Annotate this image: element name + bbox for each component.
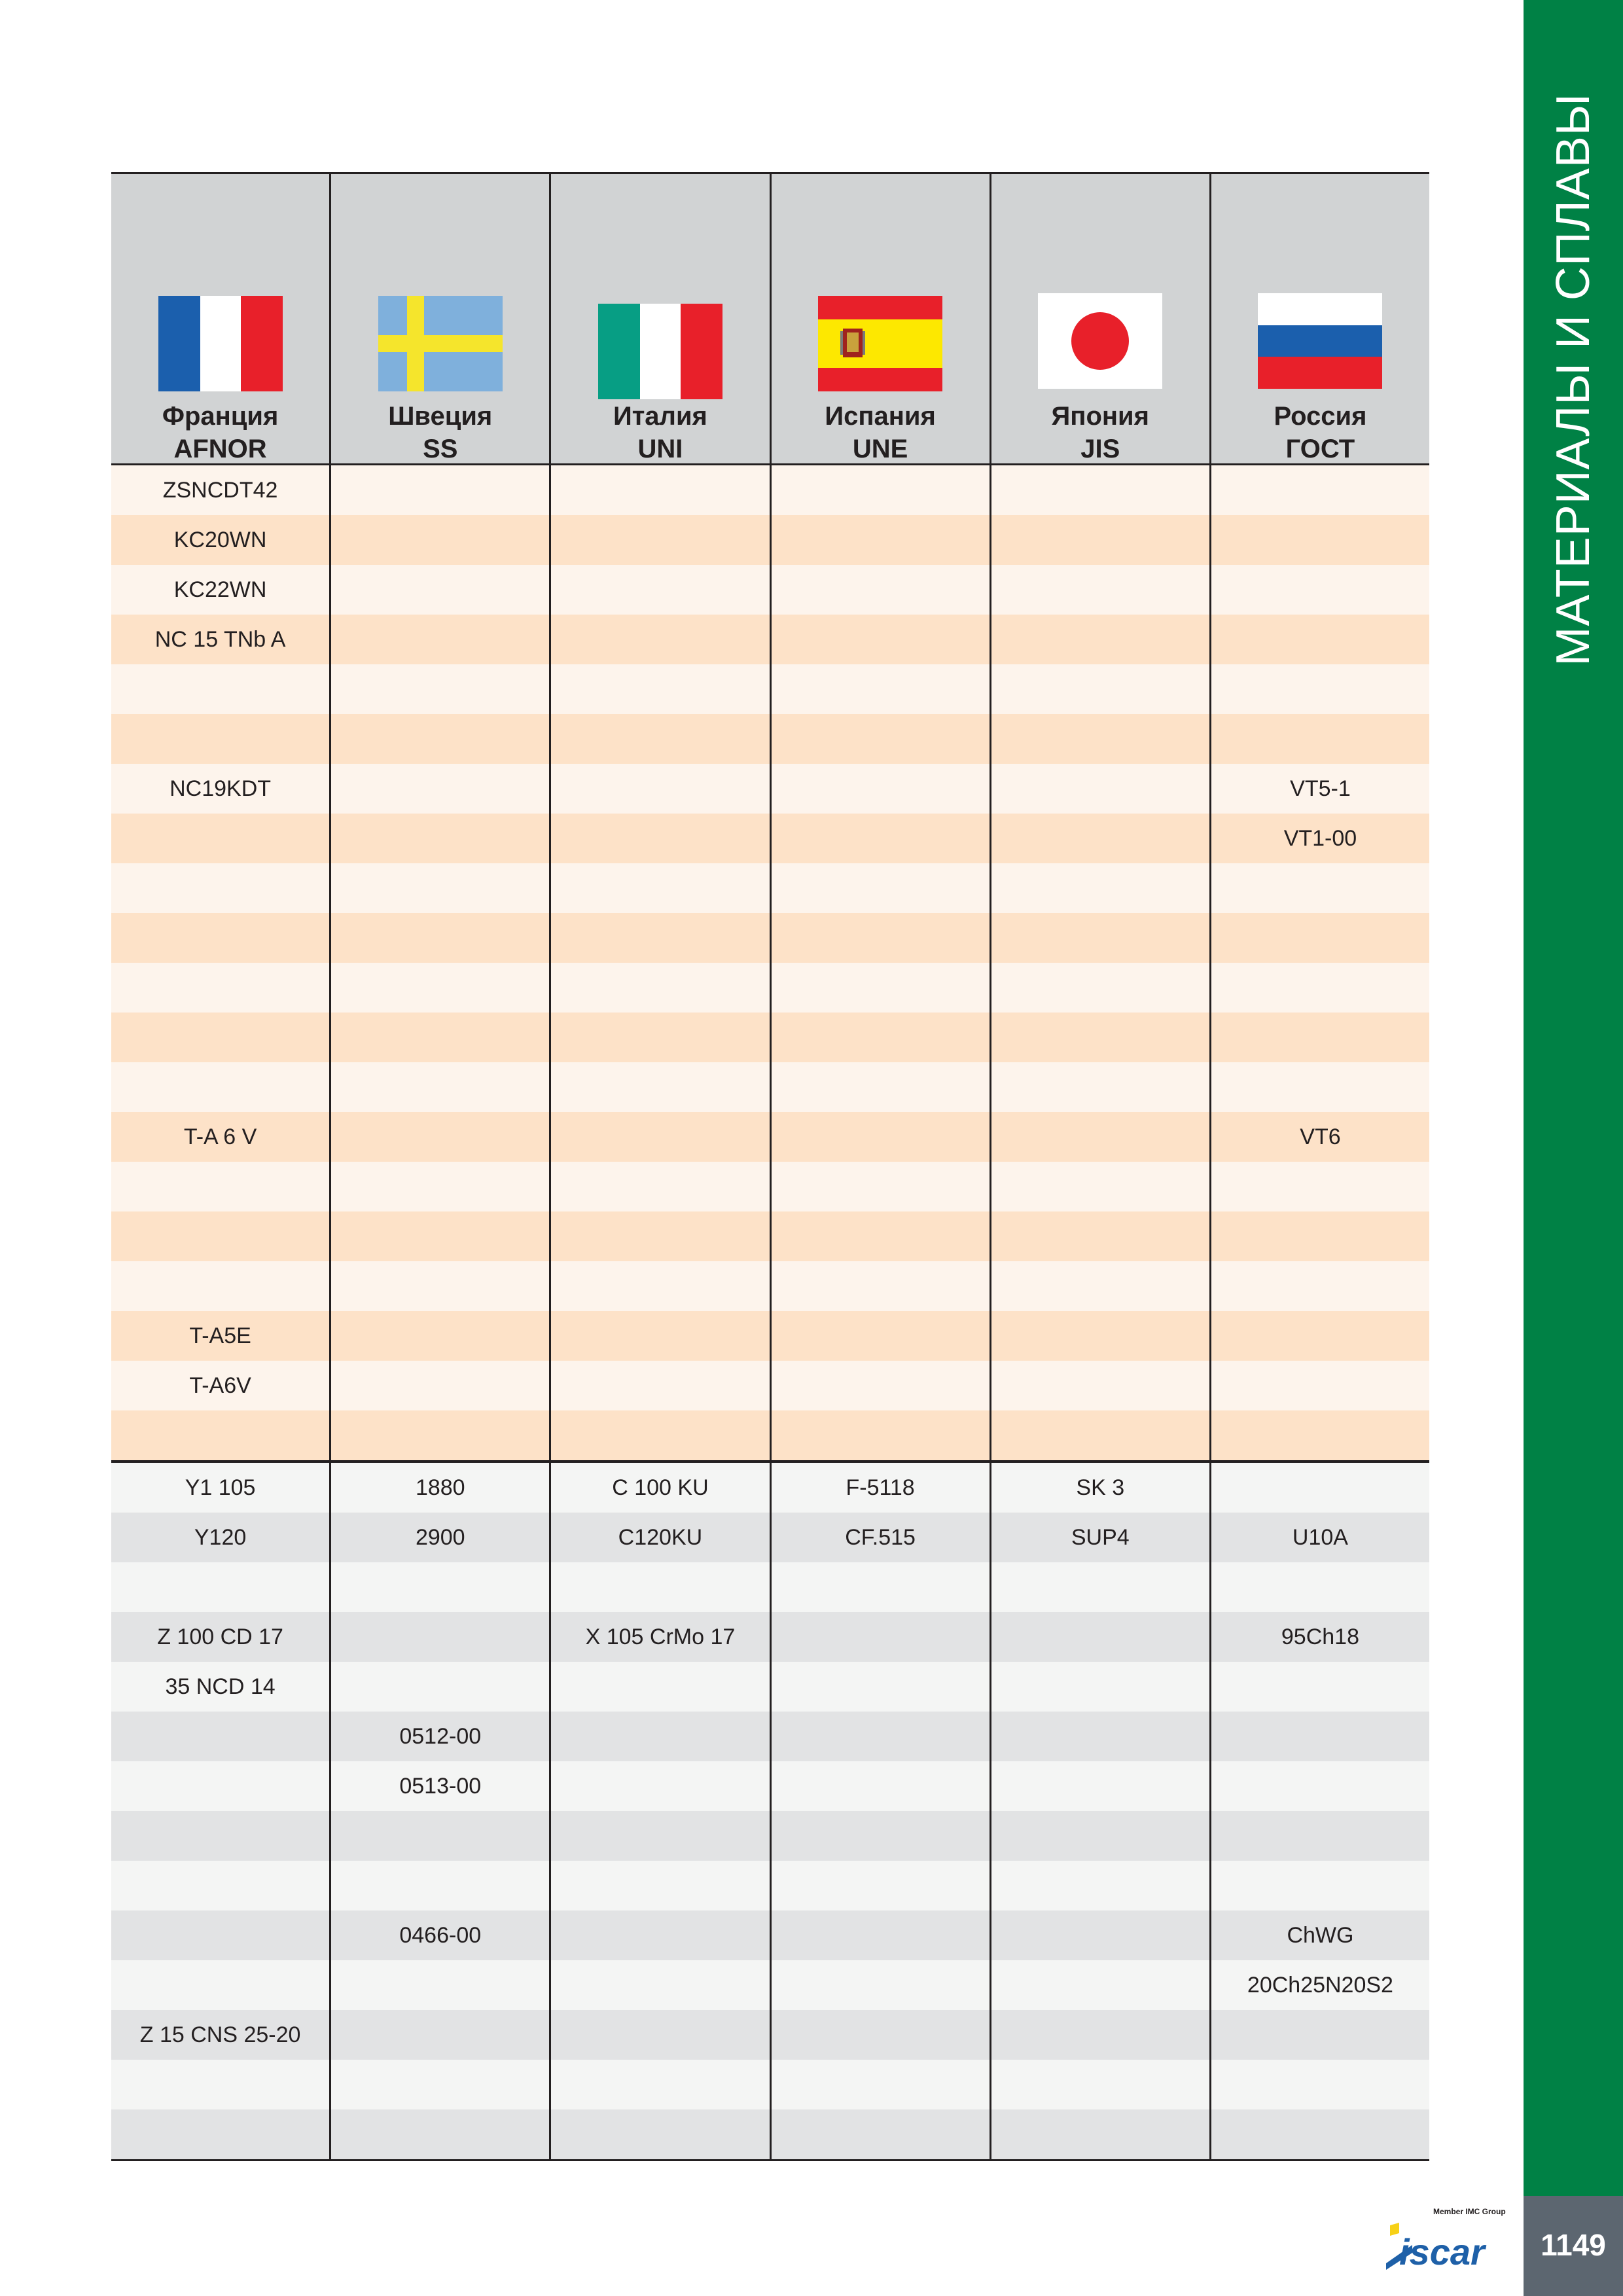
table-cell — [770, 1662, 990, 1712]
table-row — [111, 615, 1429, 664]
table-cell — [770, 465, 990, 515]
header-russia — [1209, 174, 1429, 463]
header-japan — [990, 174, 1209, 463]
table-row — [111, 1811, 1429, 1861]
table-cell — [111, 1861, 329, 1910]
table-row — [111, 1211, 1429, 1261]
table-cell: T-A5E — [189, 1323, 251, 1348]
table-cell — [329, 1861, 549, 1910]
table-cell — [770, 963, 990, 1013]
table-cell — [990, 1910, 1209, 1960]
table-row — [111, 664, 1429, 714]
table-cell: ChWG — [1209, 1910, 1429, 1960]
logo-member-text: Member IMC Group — [1433, 2207, 1506, 2216]
table-cell — [111, 1211, 329, 1261]
table-cell — [1209, 1410, 1429, 1460]
table-cell — [329, 814, 549, 863]
table-cell: ZSNCDT42 — [162, 478, 278, 503]
table-cell — [549, 515, 769, 565]
header-sweden — [329, 174, 549, 463]
table-cell — [111, 1013, 329, 1062]
table-cell — [770, 814, 990, 863]
table-cell — [329, 1162, 549, 1211]
table-cell — [549, 1562, 769, 1612]
table-row — [111, 2010, 1429, 2060]
table-cell — [549, 1910, 769, 1960]
table-row — [111, 814, 1429, 863]
table-cell — [990, 913, 1209, 963]
table-cell — [770, 1162, 990, 1211]
table-row — [111, 1513, 1429, 1562]
table-cell — [111, 2060, 329, 2109]
table-cell — [770, 565, 990, 615]
table-cell — [770, 1112, 990, 1162]
table-cell — [1209, 714, 1429, 764]
table-cell: 2900 — [329, 1513, 549, 1562]
table-cell — [329, 913, 549, 963]
table-cell — [770, 1761, 990, 1811]
table-cell — [990, 1261, 1209, 1311]
table-cell — [329, 764, 549, 814]
table-cell — [1209, 1311, 1429, 1361]
table-row — [111, 1463, 1429, 1513]
table-cell — [770, 714, 990, 764]
table-cell: 0512-00 — [329, 1712, 549, 1761]
table-cell — [990, 963, 1209, 1013]
table-cell — [329, 1562, 549, 1612]
table-row — [111, 565, 1429, 615]
table-cell — [111, 1162, 329, 1211]
table-cell — [549, 1112, 769, 1162]
table-cell — [329, 515, 549, 565]
table-cell — [111, 1761, 329, 1811]
table-cell — [770, 515, 990, 565]
table-cell — [329, 1013, 549, 1062]
table-cell — [1209, 615, 1429, 664]
table-cell — [549, 1662, 769, 1712]
table-cell: X 105 CrMo 17 — [549, 1612, 769, 1662]
table-cell — [770, 1361, 990, 1410]
table-cell — [111, 814, 329, 863]
table-header — [111, 172, 1429, 465]
table-cell: NC19KDT — [169, 776, 272, 801]
table-cell — [549, 963, 769, 1013]
table-cell — [1209, 465, 1429, 515]
table-cell — [329, 1211, 549, 1261]
table-cell: C120KU — [549, 1513, 769, 1562]
table-row — [111, 1761, 1429, 1811]
table-cell — [990, 615, 1209, 664]
table-cell — [990, 1861, 1209, 1910]
table-cell — [990, 565, 1209, 615]
japan-flag-icon — [1038, 293, 1162, 389]
table-cell — [990, 1013, 1209, 1062]
table-cell — [770, 1960, 990, 2010]
table-cell — [549, 2060, 769, 2109]
table-row — [111, 1910, 1429, 1960]
header-italy — [549, 174, 769, 463]
table-cell — [990, 814, 1209, 863]
france-flag-icon — [158, 296, 283, 391]
table-cell: U10A — [1209, 1513, 1429, 1562]
table-cell — [549, 1162, 769, 1211]
table-row — [111, 1861, 1429, 1910]
table-cell — [549, 1211, 769, 1261]
table-cell — [990, 714, 1209, 764]
table-row — [111, 2060, 1429, 2109]
table-cell — [770, 1712, 990, 1761]
table-cell — [329, 615, 549, 664]
table-cell — [990, 1761, 1209, 1811]
table-cell — [549, 913, 769, 963]
table-cell — [990, 1712, 1209, 1761]
table-cell — [549, 814, 769, 863]
table-cell: C 100 KU — [549, 1463, 769, 1513]
table-cell — [549, 1712, 769, 1761]
table-cell — [990, 515, 1209, 565]
table-cell: 20Ch25N20S2 — [1209, 1960, 1429, 2010]
table-cell: 95Ch18 — [1209, 1612, 1429, 1662]
page-number-box — [1524, 2196, 1623, 2296]
table-cell — [549, 2010, 769, 2060]
table-cell — [770, 1211, 990, 1261]
table-cell — [1209, 2010, 1429, 2060]
table-cell — [549, 1361, 769, 1410]
table-cell — [770, 1410, 990, 1460]
table-cell — [111, 664, 329, 714]
table-row — [111, 1712, 1429, 1761]
table-cell: VT1-00 — [1209, 814, 1429, 863]
table-row — [111, 1062, 1429, 1112]
table-cell: CF.515 — [770, 1513, 990, 1562]
table-cell — [770, 1562, 990, 1612]
table-row — [111, 1162, 1429, 1211]
country-name: Италия — [613, 402, 707, 431]
table-cell: 1880 — [329, 1463, 549, 1513]
table-cell — [329, 1811, 549, 1861]
table-cell — [329, 565, 549, 615]
table-cell — [1209, 1811, 1429, 1861]
table-cell: 35 NCD 14 — [165, 1674, 276, 1699]
table-cell — [329, 1612, 549, 1662]
table-cell — [329, 1662, 549, 1712]
table-cell — [549, 1013, 769, 1062]
table-cell — [990, 1211, 1209, 1261]
table-cell — [329, 1960, 549, 2010]
spain-flag-icon — [818, 296, 942, 391]
table-cell: 0513-00 — [329, 1761, 549, 1811]
table-cell — [549, 764, 769, 814]
table-cell — [770, 1811, 990, 1861]
table-cell — [329, 2010, 549, 2060]
table-cell — [329, 963, 549, 1013]
table-cell — [329, 2060, 549, 2109]
table-cell — [990, 1162, 1209, 1211]
table-cell — [990, 1311, 1209, 1361]
table-cell — [111, 1261, 329, 1311]
table-row — [111, 1311, 1429, 1361]
table-cell — [1209, 1013, 1429, 1062]
table-cell — [1209, 1712, 1429, 1761]
table-cell — [1209, 1662, 1429, 1712]
table-cell: SK 3 — [990, 1463, 1209, 1513]
page-number: 1149 — [1541, 2228, 1606, 2262]
table-row — [111, 1662, 1429, 1712]
table-cell — [1209, 1861, 1429, 1910]
table-cell: KC22WN — [173, 577, 267, 602]
table-cell — [549, 1410, 769, 1460]
table-row — [111, 465, 1429, 515]
table-cell — [1209, 913, 1429, 963]
table-cell — [770, 1013, 990, 1062]
table-cell — [770, 764, 990, 814]
table-cell — [111, 863, 329, 913]
table-cell — [990, 1960, 1209, 2010]
table-cell — [990, 2109, 1209, 2159]
table-cell: VT5-1 — [1209, 764, 1429, 814]
table-cell — [111, 1811, 329, 1861]
table-cell — [329, 1311, 549, 1361]
table-cell: KC20WN — [173, 528, 267, 552]
table-row — [111, 1112, 1429, 1162]
table-cell: Y1 105 — [185, 1475, 256, 1500]
table-cell — [990, 1662, 1209, 1712]
table-cell — [549, 465, 769, 515]
table-cell: Z 15 CNS 25-20 — [139, 2022, 301, 2047]
table-cell: Y120 — [194, 1525, 247, 1550]
table-cell — [111, 963, 329, 1013]
table-cell — [770, 1612, 990, 1662]
table-cell — [990, 1410, 1209, 1460]
table-cell — [111, 1960, 329, 2010]
table-cell: F-5118 — [770, 1463, 990, 1513]
sweden-flag-icon — [378, 296, 503, 391]
table-cell — [990, 2060, 1209, 2109]
table-cell — [990, 1562, 1209, 1612]
header-france — [111, 174, 329, 463]
table-cell — [1209, 1562, 1429, 1612]
side-title: МАТЕРИАЛЫ И СПЛАВЫ — [1547, 93, 1599, 666]
table-cell — [111, 1410, 329, 1460]
table-cell — [111, 1062, 329, 1112]
standard-name: AFNOR — [173, 435, 267, 463]
table-cell — [549, 1261, 769, 1311]
table-cell — [549, 1062, 769, 1112]
table-cell — [329, 2109, 549, 2159]
table-cell — [329, 1361, 549, 1410]
table-cell — [770, 615, 990, 664]
table-cell — [1209, 1261, 1429, 1311]
table-row — [111, 515, 1429, 565]
table-cell — [770, 1910, 990, 1960]
table-row — [111, 1960, 1429, 2010]
table-cell: VT6 — [1209, 1112, 1429, 1162]
table-cell — [990, 2010, 1209, 2060]
table-section-alloys — [111, 465, 1429, 1460]
table-row — [111, 1410, 1429, 1460]
table-cell — [770, 2060, 990, 2109]
table-cell — [549, 1311, 769, 1361]
russia-flag-icon — [1258, 293, 1382, 389]
svg-text:iscar: iscar — [1399, 2231, 1485, 2270]
table-cell — [549, 714, 769, 764]
table-cell — [329, 1062, 549, 1112]
table-cell — [1209, 963, 1429, 1013]
table-cell: Z 100 CD 17 — [157, 1624, 283, 1649]
table-cell — [111, 2109, 329, 2159]
table-cell — [549, 1861, 769, 1910]
table-cell — [770, 863, 990, 913]
table-cell — [1209, 2060, 1429, 2109]
table-cell — [1209, 863, 1429, 913]
table-row — [111, 1361, 1429, 1410]
table-cell: 0466-00 — [329, 1910, 549, 1960]
table-row — [111, 714, 1429, 764]
table-section-steels — [111, 1460, 1429, 2161]
table-cell — [990, 1361, 1209, 1410]
table-cell — [770, 1311, 990, 1361]
table-cell — [111, 913, 329, 963]
table-cell — [770, 1861, 990, 1910]
standard-name: SS — [423, 435, 458, 463]
table-cell: T-A6V — [189, 1373, 251, 1398]
table-cell — [1209, 1463, 1429, 1513]
table-cell — [990, 1612, 1209, 1662]
table-cell — [111, 714, 329, 764]
table-row — [111, 913, 1429, 963]
table-cell — [329, 664, 549, 714]
table-row — [111, 963, 1429, 1013]
table-cell — [990, 764, 1209, 814]
table-cell — [1209, 1162, 1429, 1211]
table-cell — [549, 1811, 769, 1861]
table-cell — [549, 615, 769, 664]
table-cell — [990, 1062, 1209, 1112]
iscar-logo — [1386, 2207, 1514, 2270]
table-cell — [1209, 565, 1429, 615]
table-cell — [549, 863, 769, 913]
standard-name: UNI — [637, 435, 683, 463]
table-cell — [1209, 1361, 1429, 1410]
table-cell — [990, 1811, 1209, 1861]
table-cell — [770, 2010, 990, 2060]
iscar-logo-mark — [1386, 2207, 1514, 2270]
table-cell — [1209, 1211, 1429, 1261]
standard-name: ГОСТ — [1285, 435, 1355, 463]
table-cell — [1209, 1062, 1429, 1112]
italy-flag-icon — [598, 304, 722, 399]
table-cell — [990, 664, 1209, 714]
table-row — [111, 1562, 1429, 1612]
country-name: Россия — [1274, 402, 1367, 431]
table-row — [111, 1261, 1429, 1311]
table-cell — [329, 863, 549, 913]
table-cell — [770, 913, 990, 963]
table-cell: SUP4 — [990, 1513, 1209, 1562]
header-spain — [770, 174, 990, 463]
table-cell — [549, 664, 769, 714]
country-name: Япония — [1051, 402, 1149, 431]
country-name: Франция — [162, 402, 279, 431]
table-cell — [770, 1261, 990, 1311]
table-cell — [1209, 1761, 1429, 1811]
materials-table — [111, 172, 1429, 2161]
table-cell — [329, 714, 549, 764]
standard-name: UNE — [852, 435, 908, 463]
table-row — [111, 2109, 1429, 2159]
country-name: Испания — [825, 402, 936, 431]
table-cell — [770, 2109, 990, 2159]
table-cell — [770, 1062, 990, 1112]
table-cell — [1209, 664, 1429, 714]
table-cell — [990, 1112, 1209, 1162]
country-name: Швеция — [388, 402, 493, 431]
table-cell — [111, 1562, 329, 1612]
table-row — [111, 863, 1429, 913]
table-cell — [1209, 2109, 1429, 2159]
table-cell — [549, 565, 769, 615]
table-cell — [111, 1712, 329, 1761]
table-cell — [111, 1910, 329, 1960]
table-cell — [329, 1261, 549, 1311]
table-cell — [549, 1960, 769, 2010]
table-cell — [549, 1761, 769, 1811]
table-cell — [549, 2109, 769, 2159]
standard-name: JIS — [1080, 435, 1120, 463]
table-cell: T-A 6 V — [183, 1124, 257, 1149]
table-row — [111, 1013, 1429, 1062]
table-row — [111, 764, 1429, 814]
table-row — [111, 1612, 1429, 1662]
table-cell: NC 15 TNb A — [154, 627, 286, 652]
table-cell — [770, 664, 990, 714]
table-cell — [329, 1410, 549, 1460]
table-cell — [329, 1112, 549, 1162]
table-cell — [1209, 515, 1429, 565]
table-cell — [990, 465, 1209, 515]
table-cell — [329, 465, 549, 515]
table-cell — [990, 863, 1209, 913]
